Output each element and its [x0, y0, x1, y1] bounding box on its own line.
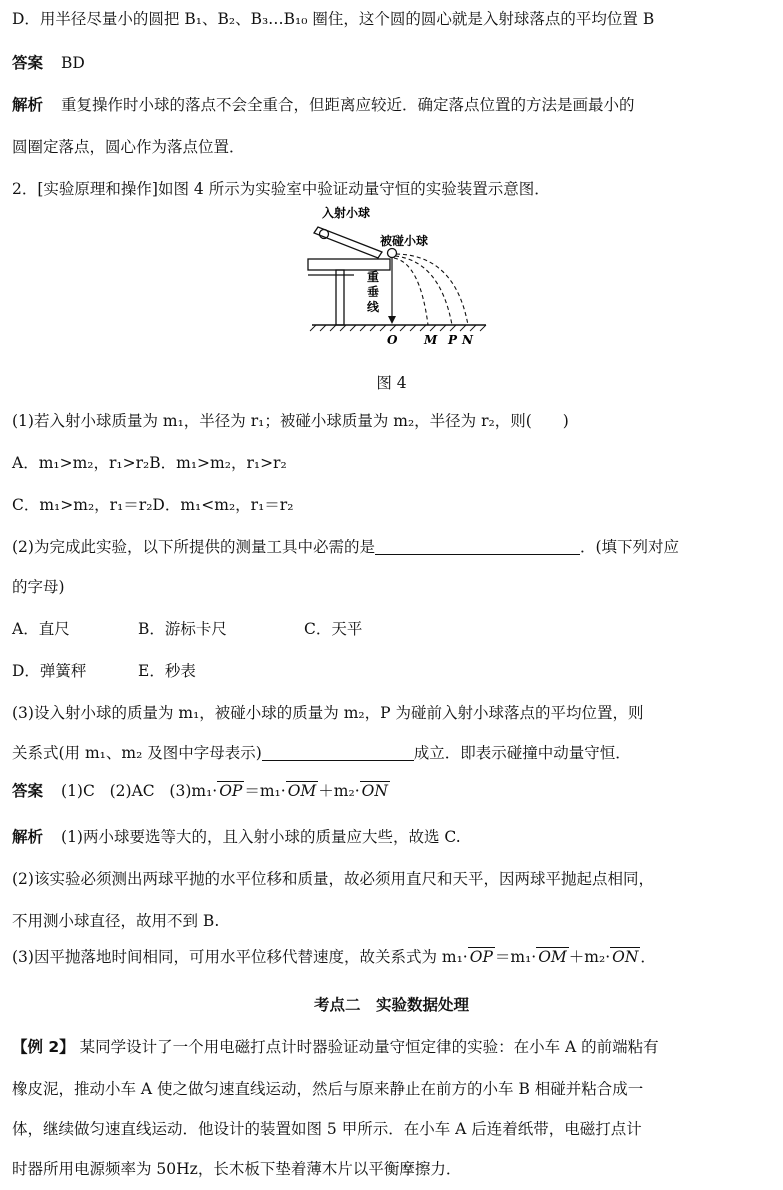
- sub2-text-c: 的字母): [12, 578, 65, 596]
- vector-op: OP: [469, 948, 493, 966]
- analysis-line2: (2)该实验必须测出两球平抛的水平位移和质量，故必须用直尺和天平，因两球平抛起点相同，: [12, 870, 654, 888]
- point-o: O: [387, 333, 398, 347]
- answer-eq: ＝m₁·: [244, 782, 286, 800]
- sub3-text-c: 成立．即表示碰撞中动量守恒．: [413, 744, 631, 762]
- table-leg: [336, 270, 344, 325]
- analysis-line1: [12, 826, 773, 848]
- q2-number: 2．: [12, 180, 38, 198]
- plumb-label-char: 重: [367, 270, 380, 284]
- plumb-label-char: 线: [367, 300, 380, 314]
- example-line4: 时器所用电源频率为 50Hz，长木板下垫着薄木片以平衡摩擦力．: [12, 1160, 462, 1178]
- example-line1: [12, 1036, 773, 1058]
- q2-stem: [12, 178, 773, 200]
- sub1-stem: (1)若入射小球质量为 m₁，半径为 r₁；被碰小球质量为 m₂，半径为 r₂，则( ): [12, 412, 569, 430]
- sub2-text-b: ．(填下列对应: [579, 538, 680, 556]
- q2-stem-text: 如图 4 所示为实验室中验证动量守恒的实验装置示意图．: [157, 180, 550, 198]
- analysis-line4: [12, 946, 773, 968]
- vector-om: OM: [538, 948, 567, 966]
- q1-answer-value: BD: [61, 54, 85, 72]
- vector-op: OP: [219, 782, 243, 800]
- sub2-option-c: C．天平: [304, 620, 363, 638]
- analysis-end: ．: [640, 948, 656, 966]
- sub2-option-b: B．游标卡尺: [138, 620, 227, 638]
- sub2-options-row1: [12, 618, 773, 640]
- sub1-option-c: C．m₁>m₂，r₁＝r₂: [12, 496, 153, 514]
- sub2-options-row2: [12, 660, 773, 682]
- answer-2: (2)AC: [109, 782, 155, 800]
- analysis-eq: ＝m₁·: [494, 948, 537, 966]
- answer-label: 答案: [12, 54, 44, 72]
- analysis-label: 解析: [12, 828, 44, 846]
- example-text1: 某同学设计了一个用电磁打点计时器验证动量守恒定律的实验：在小车 A 的前端粘有: [79, 1038, 659, 1056]
- trajectory-m: [394, 258, 428, 325]
- sub2-option-a: A．直尺: [12, 620, 70, 638]
- ground-hatching: [310, 325, 486, 331]
- q2-tag: [实验原理和操作]: [37, 180, 158, 198]
- incline-track: [314, 227, 382, 258]
- sub2-answer-blank: [375, 536, 580, 555]
- vector-om: OM: [287, 782, 317, 800]
- q1-answer-row: [12, 52, 773, 74]
- vector-on: ON: [612, 948, 639, 966]
- sub2-stem: [12, 536, 773, 558]
- example-label: 【例 2】: [12, 1038, 75, 1056]
- sub1-option-b: B．m₁>m₂，r₁>r₂: [149, 454, 287, 472]
- sub2-option-d: D．弹簧秤: [12, 662, 87, 680]
- q1-analysis-line1: [12, 94, 773, 116]
- point-p: P: [448, 333, 458, 347]
- q1-option-d: D．用半径尽量小的圆把 B₁、B₂、B₃…B₁₀ 圈住，这个圆的圆心就是入射球落点的平均位置 B: [12, 10, 655, 28]
- sub3-stem: (3)设入射小球的质量为 m₁，被碰小球的质量为 m₂，P 为碰前入射小球落点的平均位置，则: [12, 704, 644, 722]
- example-line3: 体，继续做匀速直线运动．他设计的装置如图 5 甲所示．在小车 A 后连着纸带，电磁打点计: [12, 1120, 642, 1138]
- answer-plus: ＋m₂·: [318, 782, 360, 800]
- point-m: M: [424, 333, 438, 347]
- sub3-text-b: 关系式(用 m₁、m₂ 及图中字母表示): [12, 744, 262, 762]
- analysis-line3: 不用测小球直径，故用不到 B.: [12, 912, 220, 930]
- answer-3-prefix: (3)m₁·: [169, 782, 218, 800]
- q1-analysis-line2: 圆圈定落点，圆心作为落点位置．: [12, 138, 245, 156]
- analysis-4-prefix: (3)因平抛落地时间相同，可用水平位移代替速度，故关系式为 m₁·: [12, 948, 468, 966]
- experiment-figure: [300, 203, 490, 348]
- sub1-option-d: D．m₁<m₂，r₁＝r₂: [152, 496, 294, 514]
- section-title: 考点二 实验数据处理: [313, 996, 469, 1014]
- point-n: N: [462, 333, 473, 347]
- example-line2: 橡皮泥，推动小车 A 使之做匀速直线运动，然后与原来静止在前方的小车 B 相碰并粘合成一: [12, 1080, 644, 1098]
- sub3-stem-2: [12, 742, 773, 764]
- sub1-options-ab: [12, 452, 773, 474]
- sub2-text-a: (2)为完成此实验，以下所提供的测量工具中必需的是: [12, 538, 375, 556]
- trajectory-p: [395, 256, 452, 325]
- sub1-option-a: A．m₁>m₂，r₁>r₂: [12, 454, 150, 472]
- figure-caption: 图 4: [376, 374, 407, 392]
- sub3-answer-blank: [262, 742, 414, 761]
- analysis-label: 解析: [12, 96, 44, 114]
- analysis-plus: ＋m₂·: [568, 948, 611, 966]
- answer-1: (1)C: [61, 782, 95, 800]
- vector-on: ON: [361, 782, 388, 800]
- analysis-text1: (1)两小球要选等大的，且入射小球的质量应大些，故选 C.: [61, 828, 461, 846]
- label-incident-ball: 入射小球: [322, 206, 371, 220]
- label-plumb-line: [367, 269, 380, 314]
- answer-row: [12, 780, 773, 802]
- answer-label: 答案: [12, 782, 44, 800]
- sub2-option-e: E．秒表: [138, 662, 196, 680]
- q1-analysis-text1: 重复操作时小球的落点不会全重合，但距离应较近．确定落点位置的方法是画最小的: [61, 96, 635, 114]
- plumb-label-char: 垂: [367, 285, 380, 299]
- label-target-ball: 被碰小球: [380, 234, 429, 248]
- table-top: [308, 259, 390, 270]
- sub1-options-cd: [12, 494, 773, 516]
